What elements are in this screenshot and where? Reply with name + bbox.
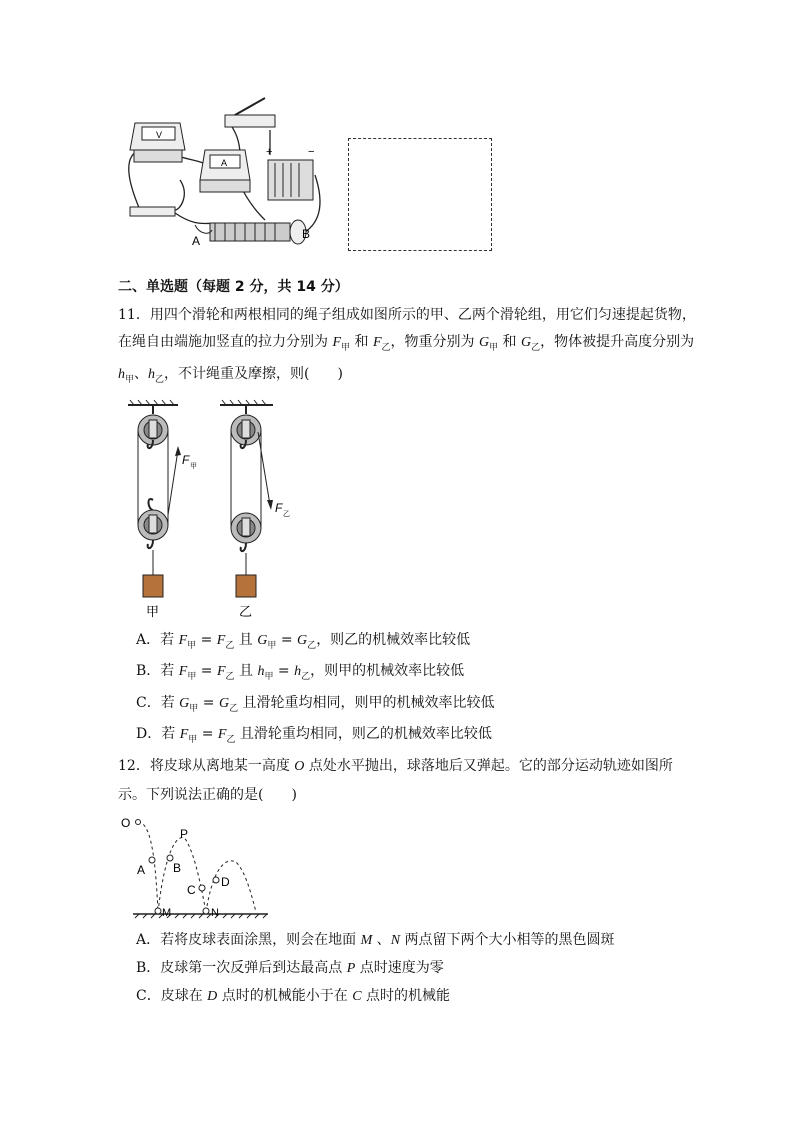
- q11-text1: 用四个滑轮和两根相同的绳子组成如图所示的甲、乙两个滑轮组，用它们匀速提起货物，: [149, 307, 696, 323]
- sub-jia: 甲: [188, 734, 198, 745]
- math-F: F: [216, 664, 226, 679]
- math-G: G: [179, 696, 190, 711]
- math-G: G: [297, 633, 308, 648]
- voltmeter-label: V: [156, 130, 163, 140]
- q12-option-a: [136, 930, 614, 951]
- opt-text: 且滑轮重均相同，则甲的机械效率比较低: [238, 695, 495, 711]
- opt-text: ，则甲的机械效率比较低: [310, 663, 465, 679]
- math-M: M: [360, 933, 373, 948]
- pt-O: O: [121, 816, 131, 830]
- q12-number: 12．: [118, 758, 150, 774]
- math-F: F: [372, 335, 382, 350]
- sub-yi: 乙: [155, 374, 165, 385]
- sub-jia: 甲: [489, 342, 499, 353]
- solenoid-device: [195, 220, 306, 244]
- q11-line1: [118, 305, 696, 325]
- sub-yi: 乙: [531, 342, 541, 353]
- q11-option-b: B．若 $F_甲 = F_乙$ 且 $h_甲 = h_乙$，则甲的机械效率比较低: [136, 663, 465, 682]
- pt-A: A: [137, 863, 146, 877]
- ammeter-device: [200, 150, 250, 192]
- opt-text: B．皮球第一次反弹后到达最高点: [136, 960, 347, 976]
- math-C: C: [352, 989, 362, 1004]
- opt-text: 且: [234, 663, 258, 679]
- pt-C: C: [187, 883, 196, 897]
- math-F: F: [216, 633, 226, 648]
- math-F: F: [178, 664, 188, 679]
- sub-yi: 乙: [225, 671, 235, 682]
- q11-text2c: ，物重分别为: [390, 334, 479, 350]
- math-F: F: [332, 335, 342, 350]
- q11-option-d: D．若 $F_甲 = F_乙$ 且滑轮重均相同，则乙的机械效率比较低: [136, 726, 492, 745]
- sub-jia: 甲: [267, 640, 277, 651]
- circuit-figure: [120, 95, 330, 255]
- math-F: F: [217, 727, 227, 742]
- ammeter-label: A: [221, 158, 228, 168]
- q11-number: 11．: [118, 307, 150, 323]
- sub-jia: 甲: [187, 671, 197, 682]
- opt-text: 且滑轮重均相同，则乙的机械效率比较低: [235, 726, 492, 742]
- sub-jia: 甲: [341, 342, 351, 353]
- math-h: h: [118, 367, 125, 382]
- label-f-jia: F: [182, 453, 190, 467]
- battery-plus: +: [266, 146, 273, 158]
- opt-text: A．若将皮球表面涂黑，则会在地面: [136, 932, 361, 948]
- q11-line3: [118, 364, 343, 390]
- battery-device: [266, 146, 314, 200]
- sub-jia: 甲: [187, 640, 197, 651]
- math-h: h: [148, 367, 156, 382]
- sub-jia: 甲: [264, 671, 274, 682]
- q12-line2: 示。下列说法正确的是( ): [118, 787, 297, 803]
- sub-yi: 乙: [225, 640, 235, 651]
- math-h: h: [257, 664, 265, 679]
- q12-text1b: 点处水平抛出，球落地后又弹起。它的部分运动轨迹如图所: [304, 758, 673, 774]
- math-F: F: [179, 727, 189, 742]
- math-D: D: [207, 989, 218, 1004]
- q11-option-a: A．若 $F_甲 = F_乙$ 且 $G_甲 = G_乙$，则乙的机械效率比较低: [136, 632, 471, 651]
- q11-text2a: 在绳自由端施加竖直的拉力分别为: [118, 334, 333, 350]
- answer-box: [348, 138, 492, 251]
- math-G: G: [478, 335, 490, 350]
- label-b: B: [302, 227, 311, 241]
- q12-line1: [118, 756, 673, 777]
- rheostat-device: [130, 207, 175, 216]
- q11-text2b: 和: [350, 334, 373, 350]
- math-h: h: [294, 664, 302, 679]
- pt-P: P: [180, 827, 189, 841]
- q12-text1: 将皮球从离地某一高度: [149, 758, 295, 774]
- fig-label-yi: 乙: [239, 604, 253, 619]
- q11-text2d: 和: [498, 334, 522, 350]
- q11-line2: [118, 332, 694, 358]
- math-O: O: [294, 759, 305, 774]
- sub-yi: 乙: [307, 640, 317, 651]
- math-F: F: [178, 633, 188, 648]
- voltmeter-device: [130, 123, 185, 162]
- q11-text3b: ，不计绳重及摩擦，则( ): [164, 366, 343, 382]
- sub-yi: 乙: [226, 734, 236, 745]
- opt-text: 、: [372, 932, 391, 948]
- battery-minus: −: [308, 146, 315, 158]
- pt-B: B: [173, 861, 182, 875]
- label-f-jia-sub: 甲: [190, 463, 197, 470]
- opt-text: D．若: [136, 726, 180, 742]
- weight-jia: [143, 575, 163, 597]
- sub-yi: 乙: [301, 671, 311, 682]
- sub-yi: 乙: [229, 703, 239, 714]
- math-G: G: [521, 335, 532, 350]
- opt-text: 两点留下两个大小相等的黑色圆斑: [400, 932, 615, 948]
- pulley-figure: [118, 400, 288, 622]
- sub-yi: 乙: [381, 342, 391, 353]
- opt-text: 点时的机械能: [361, 988, 450, 1004]
- opt-text: C．若: [136, 695, 180, 711]
- opt-text: 点时速度为零: [355, 960, 444, 976]
- math-G: G: [257, 633, 268, 648]
- label-f-yi: F: [275, 501, 283, 515]
- switch-device: [225, 98, 275, 127]
- weight-yi: [236, 575, 256, 597]
- math-N: N: [390, 933, 401, 948]
- q12-option-b: [136, 958, 444, 979]
- bounce-figure: [118, 812, 273, 922]
- math-P: P: [346, 961, 356, 976]
- math-G: G: [218, 696, 230, 711]
- opt-text: B．若: [136, 663, 179, 679]
- pt-N: N: [211, 907, 219, 919]
- opt-text: 且: [234, 632, 258, 648]
- opt-text: C．皮球在: [136, 988, 208, 1004]
- section-heading: 二、单选题（每题 2 分，共 14 分）: [118, 279, 349, 295]
- pt-D: D: [221, 875, 230, 889]
- q12-option-c: [136, 986, 450, 1007]
- fig-label-jia: 甲: [146, 604, 160, 619]
- q11-text3a: 、: [134, 366, 149, 382]
- pt-M: M: [162, 907, 172, 919]
- opt-text: 点时的机械能小于在: [217, 988, 353, 1004]
- opt-text: ，则乙的机械效率比较低: [316, 632, 471, 648]
- q11-option-c: C．若 $G_甲 = G_乙$ 且滑轮重均相同，则甲的机械效率比较低: [136, 695, 495, 714]
- opt-text: A．若: [136, 632, 179, 648]
- label-f-yi-sub: 乙: [283, 511, 290, 518]
- sub-jia: 甲: [125, 374, 135, 385]
- label-a: A: [192, 234, 201, 248]
- sub-jia: 甲: [189, 703, 199, 714]
- q11-text2e: ，物体被提升高度分别为: [540, 334, 695, 350]
